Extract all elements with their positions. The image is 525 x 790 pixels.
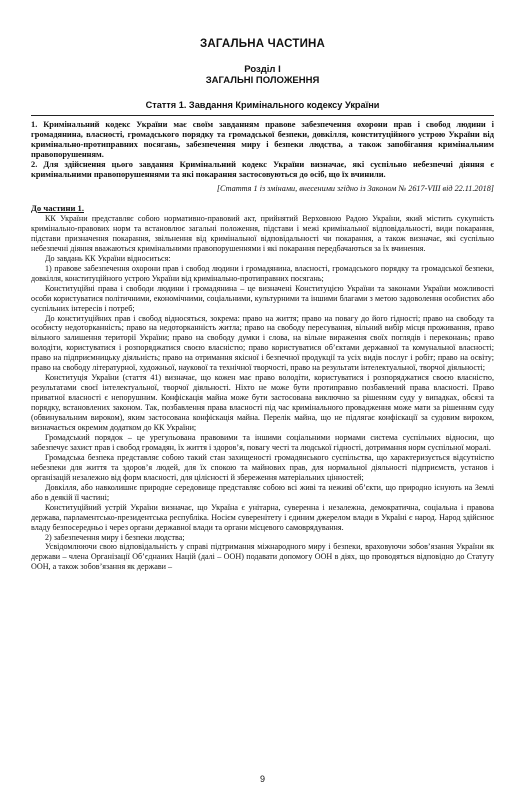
commentary-paragraph: 2) забезпечення миру і безпеки людства;: [45, 532, 185, 542]
part-title: ЗАГАЛЬНА ЧАСТИНА: [199, 38, 326, 50]
commentary-paragraph: До конституційних прав і свобод відносяться, зокрема: право на життя; право на повагу до його гідності; право на свободу та особисту недоторканність; право на недоторканність житла; право на свободу пересування, вільний вибір місця проживання, право вільного залишення території України; право на свободу думки і слова, на вільне вираження своїх поглядів і переконань; право володіти, користуватися і розпоряджатися своєю власністю; право користуватися об’єктами державної та комунальної власності; право на підприємницьку діяльність; право на отримання якісної і безпечної продукції та усіх видів послуг і робіт; право на освіту; право на свободу літературної, художньої, наукової та технічної творчості, право на результати інтелектуальної, творчої діяльності;: [31, 313, 494, 373]
article-paragraph: 2. Для здійснення цього завдання Кримінальний кодекс України визначає, які суспільно небезпечні діяння є кримінальними правопорушеннями та які покарання застосовуються до осіб, що їх вчинили.: [31, 160, 494, 179]
document-page: [31, 38, 494, 572]
commentary-paragraph: Усвідомлюючи свою відповідальність у справі підтримання міжнародного миру і безпеки, враховуючи зобов’язання України як держави – члена Організації Об’єднаних Націй (далі – ООН) подавати допомогу ООН в діях, що проводяться відповідно до Статуту ООН, а також зобов’язання як держави –: [31, 542, 494, 572]
commentary-paragraph: Конституційний устрій України визначає, що Україна є унітарна, суверенна і незалежна, демократична, соціальна і правова держава, парламентсько-президентська республіка. Носієм суверенітету і єдиним джерелом влади в Україні є народ. Народ здійснює владу безпосередньо і через органи державної влади та органи місцевого самоврядування.: [31, 502, 494, 532]
amendment-note: [Стаття 1 із змінами, внесеними згідно із Законом № 2617-VIII від 22.11.2018]: [216, 184, 494, 193]
commentary-paragraph: КК України представляє собою нормативно-правовий акт, прийнятий Верховною Радою України, який містить сукупність кримінально-правових норм та встановлює загальні положення, підстави і межі кримінальної відповідальності, види покарання, підстави призначення покарання, звільнення від кримінальної відповідальності чи покарання, а також визначає, які суспільно небезпечні діяння вважаються кримінальними правопорушеннями і які покарання передбачаються за їх вчинення.: [31, 214, 494, 253]
commentary-paragraph: До завдань КК України відноситься:: [45, 253, 171, 263]
section-label: Розділ I: [244, 64, 281, 75]
commentary-paragraph: Конституція України (стаття 41) визначає, що кожен має право володіти, користуватися і розпоряджатися своєю власністю, результатами своєї інтелектуальної, творчої діяльності. Ніхто не може бути протиправно позбавлений права власності. Право приватної власності є непорушним. Конфіскація майна може бути застосована виключно за рішенням суду у випадках, обсязі та порядку, встановлених законом. Так, позбавлення права власності під час кримінального провадження може мати за рішенням суду (обвинувальним вироком), яким застосована конфіскація майна. Перелік майна, що не підлягає конфіскації за судовим вироком, визначається окремим додатком до КК України;: [31, 373, 494, 433]
commentary-heading: До частини 1.: [31, 203, 84, 213]
commentary-paragraph: 1) правове забезпечення охорони прав і свобод людини і громадянина, власності, громадського порядку та громадської безпеки, довкілля, конституційного устрою України від кримінально-протиправних посягань;: [31, 263, 494, 283]
article-paragraph: 1. Кримінальний кодекс України має своїм завданням правове забезпечення охорони прав і свобод людини і громадянина, власності, громадського порядку та громадської безпеки, довкілля, конституційного устрою України від кримінально-протиправних посягань, забезпечення миру і безпеки людства, а також запобігання кримінальним правопорушенням.: [31, 120, 494, 159]
commentary-paragraph: Конституційні права і свободи людини і громадянина – це визначені Конституцією України та законами України можливості особи користуватися політичними, економічними, соціальними, культурними та іншими благами з метою задоволення особистих або суспільних інтересів і потреб;: [31, 283, 494, 313]
section-title: ЗАГАЛЬНІ ПОЛОЖЕННЯ: [205, 75, 320, 86]
page-number: 9: [259, 774, 265, 784]
article-divider: [31, 115, 494, 116]
commentary-paragraph: Громадський порядок – це урегульована правовими та іншими соціальними нормами система суспільних відносин, що забезпечує захист прав і свобод громадян, їх життя і здоров’я, повагу честі та людської гідності, дотримання норм суспільної моралі.: [31, 432, 494, 452]
commentary-paragraph: Довкілля, або навколишнє природне середовище представляє собою всі живі та неживі об’єкти, що природно існують на Землі або в деякій її частині;: [31, 482, 494, 502]
article-title: Стаття 1. Завдання Кримінального кодексу України: [145, 100, 380, 110]
commentary-paragraph: Громадська безпека представляє собою такий стан захищеності громадянського суспільства, що характеризується відсутністю небезпеки для життя та здоров’я людей, для їх спокою та майнових прав, для нормальної діяльності підприємств, установ і організацій незалежно від форм власності, для цілісності й збереження матеріальних цінностей;: [31, 452, 494, 482]
